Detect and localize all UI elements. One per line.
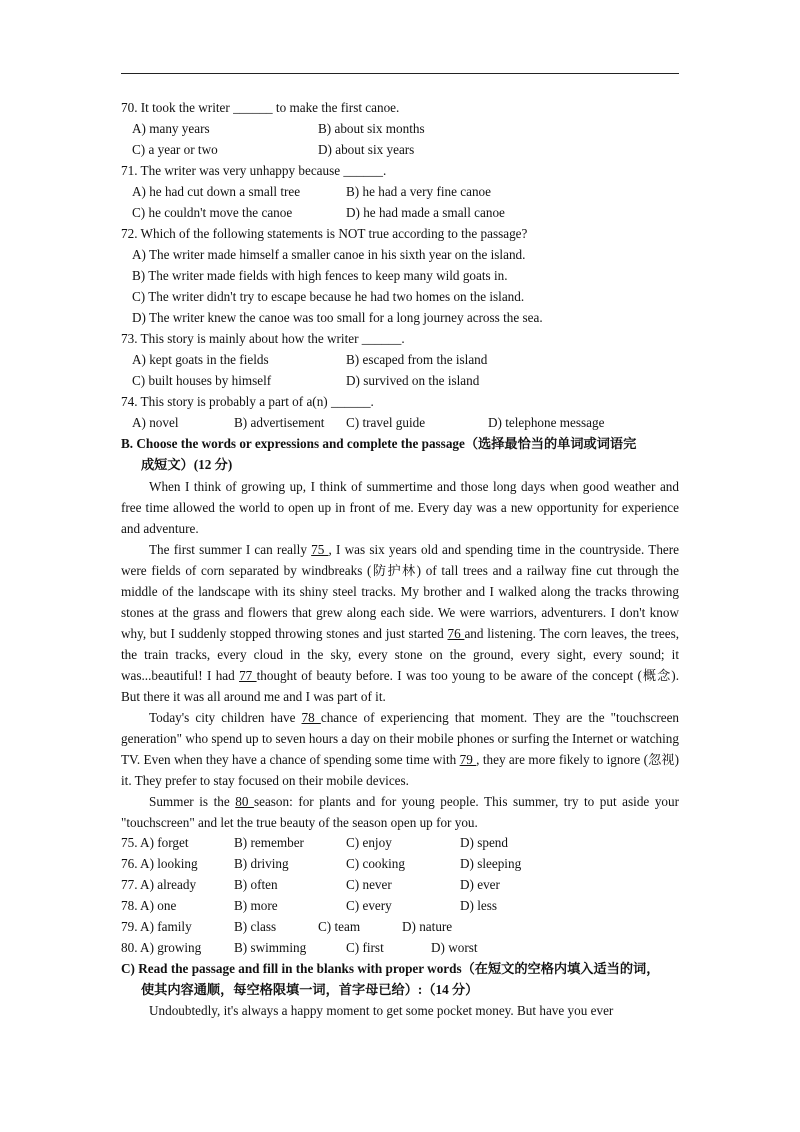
blank-77: 77: [239, 668, 257, 683]
section-b-heading-cont: 成短文）(12 分): [141, 457, 233, 472]
q73-option-d: D) survived on the island: [346, 373, 480, 388]
choice-80-b: B) swimming: [234, 940, 307, 955]
passage-paragraph-4: Summer is the 80 season: for plants and for young people. This summer, try to put aside your "touchscreen" and let the true beauty of the season open up for you.: [121, 794, 679, 830]
blank-80: 80: [235, 794, 254, 809]
choice-77-c: C) never: [346, 877, 392, 892]
q74-option-d: D) telephone message: [488, 415, 605, 430]
q74-option-b: B) advertisement: [234, 415, 325, 430]
choice-78-d: D) less: [460, 898, 497, 913]
choice-78-a: 78. A) one: [121, 898, 177, 913]
section-c-heading: C) Read the passage and fill in the blanks with proper words（在短文的空格内填入适当的词，: [121, 961, 660, 976]
q73-option-c: C) built houses by himself: [132, 373, 272, 388]
question-72: 72. Which of the following statements is NOT true according to the passage?: [121, 226, 528, 241]
choice-80-d: D) worst: [431, 940, 478, 955]
q70-option-c: C) a year or two: [132, 142, 218, 157]
blank-75: 75: [311, 542, 329, 557]
choice-76-b: B) driving: [234, 856, 289, 871]
q73-option-b: B) escaped from the island: [346, 352, 488, 367]
q70-option-d: D) about six years: [318, 142, 415, 157]
q73-option-a: A) kept goats in the fields: [132, 352, 269, 367]
section-c-passage-start: Undoubtedly, it's always a happy moment to get some pocket money. But have you ever: [149, 1003, 614, 1018]
choice-79-d: D) nature: [402, 919, 453, 934]
choice-77-b: B) often: [234, 877, 278, 892]
blank-78: 78: [301, 710, 321, 725]
choice-76-c: C) cooking: [346, 856, 405, 871]
q72-option-a: A) The writer made himself a smaller canoe in his sixth year on the island.: [132, 247, 526, 262]
q72-option-b: B) The writer made fields with high fences to keep many wild goats in.: [132, 268, 508, 283]
section-b-heading: B. Choose the words or expressions and complete the passage（选择最恰当的单词或词语完: [121, 436, 637, 451]
choice-79-a: 79. A) family: [121, 919, 192, 934]
choice-75-b: B) remember: [234, 835, 304, 850]
q72-option-d: D) The writer knew the canoe was too small for a long journey across the sea.: [132, 310, 543, 325]
question-73: 73. This story is mainly about how the writer ______.: [121, 331, 405, 346]
question-74: 74. This story is probably a part of a(n) ______.: [121, 394, 374, 409]
choice-77-a: 77. A) already: [121, 877, 197, 892]
choice-75-a: 75. A) forget: [121, 835, 189, 850]
q71-option-b: B) he had a very fine canoe: [346, 184, 491, 199]
passage-paragraph-2: The first summer I can really 75 , I was six years old and spending time in the countryside. There were fields of corn separated by windbreaks (防护林) of tall trees and a railway fine cut through the middle of the landscape with its shiny steel tracks. My brother and I walked along the tracks throwing stones at the grass and flowers that grew along each side. We were warriors, adventurers. I don't know why, but I suddenly stopped throwing stones and just started 76 and listening. The corn leaves, the trees, the train tracks, every cloud in the sky, every stone on the ground, every sight, every sound; it was...beautiful! I had 77 thought of beauty before. I was too young to be aware of the concept (概念). But there it was all around me and I was part of it.: [121, 542, 680, 704]
choice-79-b: B) class: [234, 919, 277, 934]
q74-option-a: A) novel: [132, 415, 179, 430]
passage-paragraph-1: When I think of growing up, I think of summertime and those long days when good weather and free time allowed the world to open up in front of me. Every day was a new opportunity for experience and adventure.: [121, 479, 679, 536]
choice-80-a: 80. A) growing: [121, 940, 202, 955]
q71-option-c: C) he couldn't move the canoe: [132, 205, 293, 220]
passage-paragraph-3: Today's city children have 78 chance of experiencing that moment. They are the "touchscreen generation" who spend up to seven hours a day on their mobile phones or surfing the Internet or watching TV. Even when they have a chance of spending some time with 79 , they are more fikely to ignore (忽视) it. They prefer to stay focused on their mobile devices.: [121, 710, 680, 788]
q74-option-c: C) travel guide: [346, 415, 426, 430]
header-rule: [121, 73, 679, 74]
choice-79-c: C) team: [318, 919, 361, 934]
section-c-heading-cont: 使其内容通顺，每空格限填一词，首字母已给）:（14 分）: [141, 982, 479, 997]
q70-option-b: B) about six months: [318, 121, 425, 136]
q70-option-a: A) many years: [132, 121, 210, 136]
q71-option-d: D) he had made a small canoe: [346, 205, 505, 220]
q72-option-c: C) The writer didn't try to escape because he had two homes on the island.: [132, 289, 525, 304]
choice-77-d: D) ever: [460, 877, 500, 892]
choice-80-c: C) first: [346, 940, 384, 955]
choice-75-d: D) spend: [460, 835, 508, 850]
choice-78-b: B) more: [234, 898, 278, 913]
q71-option-a: A) he had cut down a small tree: [132, 184, 301, 199]
choice-75-c: C) enjoy: [346, 835, 392, 850]
choice-78-c: C) every: [346, 898, 392, 913]
blank-79: 79: [459, 752, 477, 767]
choice-76-a: 76. A) looking: [121, 856, 198, 871]
blank-76: 76: [447, 626, 465, 641]
choice-76-d: D) sleeping: [460, 856, 522, 871]
question-71: 71. The writer was very unhappy because ______.: [121, 163, 387, 178]
question-70: 70. It took the writer ______ to make the first canoe.: [121, 100, 400, 115]
